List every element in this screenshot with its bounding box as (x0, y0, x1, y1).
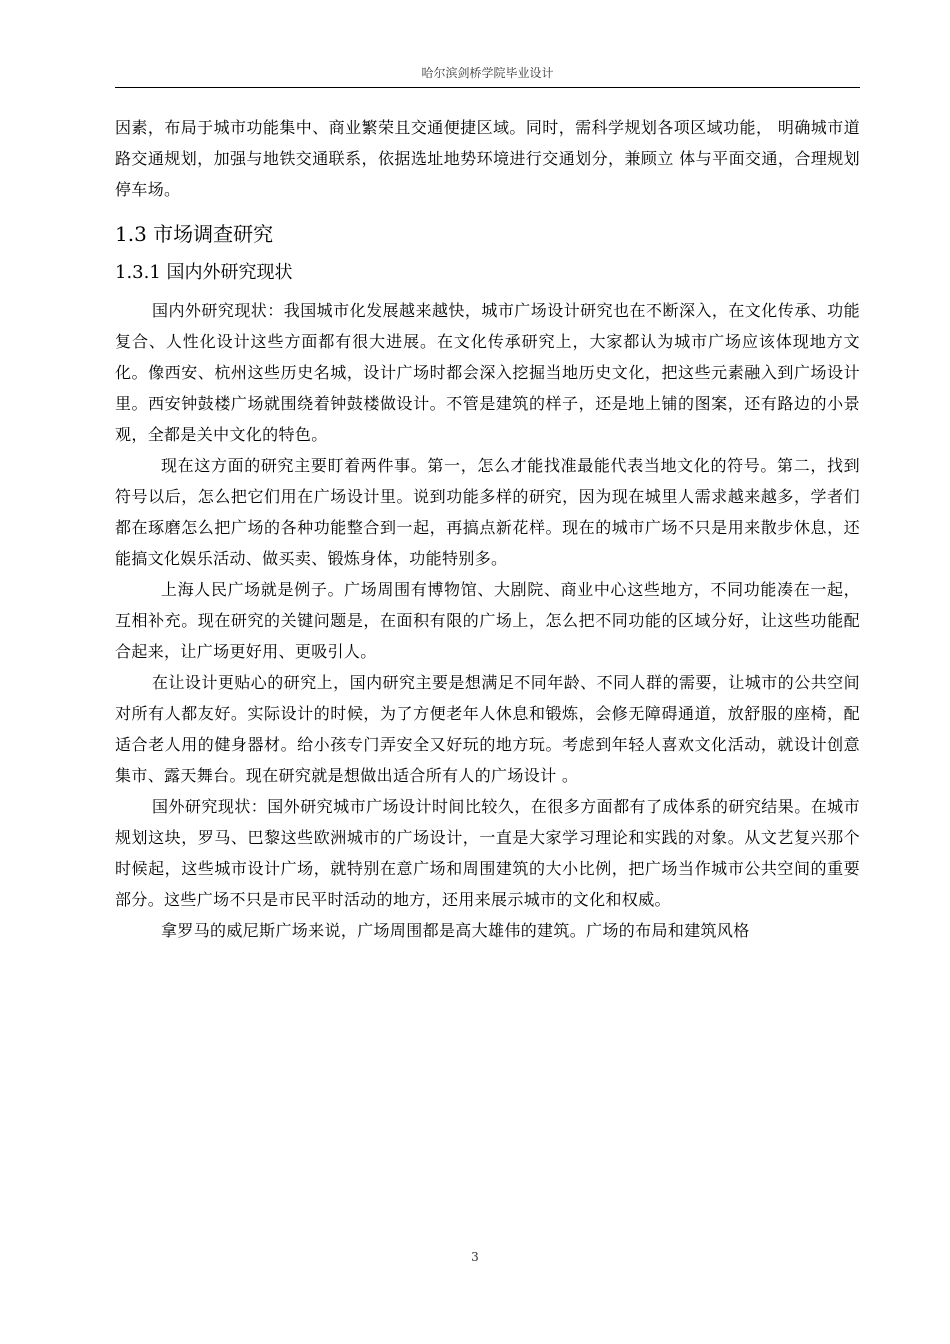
paragraph-domestic-research: 国内外研究现状：我国城市化发展越来越快，城市广场设计研究也在不断深入，在文化传承、功能复合、人性化设计这些方面都有很大进展。在文化传承研究上，大家都认为城市广场应该体现地方文化。像西安、杭州这些历史名城，设计广场时都会深入挖掘当地历史文化，把这些元素融入到广场设计里。西安钟鼓楼广场就围绕着钟鼓楼做设计。不管是建筑的样子，还是地上铺的图案，还有路边的小景观，全都是关中文化的特色。 (115, 301, 860, 444)
paragraph-continuation: 因素，布局于城市功能集中、商业繁荣且交通便捷区域。同时，需科学规划各项区域功能， 明确城市道路交通规划，加强与地铁交通联系，依据选址地势环境进行交通划分，兼顾立 体与平面交通，合理规划停车场。 (115, 118, 860, 199)
page-body (115, 112, 860, 946)
paragraph-foreign-research: 国外研究现状：国外研究城市广场设计时间比较久，在很多方面都有了成体系的研究结果。在城市规划这块，罗马、巴黎这些欧洲城市的广场设计，一直是大家学习理论和实践的对象。从文艺复兴那个时候起，这些城市设计广场，就特别在意广场和周围建筑的大小比例，把广场当作城市公共空间的重要部分。这些广场不只是市民平时活动的地方，还用来展示城市的文化和权威。 (115, 797, 860, 909)
paragraph-venice-square: 拿罗马的威尼斯广场来说，广场周围都是高大雄伟的建筑。广场的布局和建筑风格 (161, 921, 750, 940)
section-heading: 1.3 市场调查研究 (115, 222, 274, 246)
paragraph-humanized-design: 在让设计更贴心的研究上，国内研究主要是想满足不同年龄、不同人群的需要，让城市的公共空间对所有人都友好。实际设计的时候，为了方便老年人休息和锻炼，会修无障碍通道，放舒服的座椅，配适合老人用的健身器材。给小孩专门弄安全又好玩的地方玩。考虑到年轻人喜欢文化活动，就设计创意集市、露天舞台。现在研究就是想做出适合所有人的广场设计 。 (115, 673, 860, 785)
page-number: 3 (471, 1250, 479, 1264)
paragraph-research-focus: 现在这方面的研究主要盯着两件事。第一，怎么才能找准最能代表当地文化的符号。第二，找到符号以后，怎么把它们用在广场设计里。说到功能多样的研究，因为现在城里人需求越来越多，学者们都在琢磨怎么把广场的各种功能整合到一起，再搞点新花样。现在的城市广场不只是用来散步休息，还能搞文化娱乐活动、做买卖、锻炼身体，功能特别多。 (115, 456, 860, 568)
page-header-title: 哈尔滨剑桥学院毕业设计 (421, 66, 554, 80)
paragraph-shanghai-example: 上海人民广场就是例子。广场周围有博物馆、大剧院、商业中心这些地方，不同功能凑在一起，互相补充。现在研究的关键问题是，在面积有限的广场上，怎么把不同功能的区域分好，让这些功能配合起来，让广场更好用、更吸引人。 (115, 580, 860, 661)
subsection-heading: 1.3.1 国内外研究现状 (115, 262, 293, 283)
header-divider (115, 87, 860, 88)
